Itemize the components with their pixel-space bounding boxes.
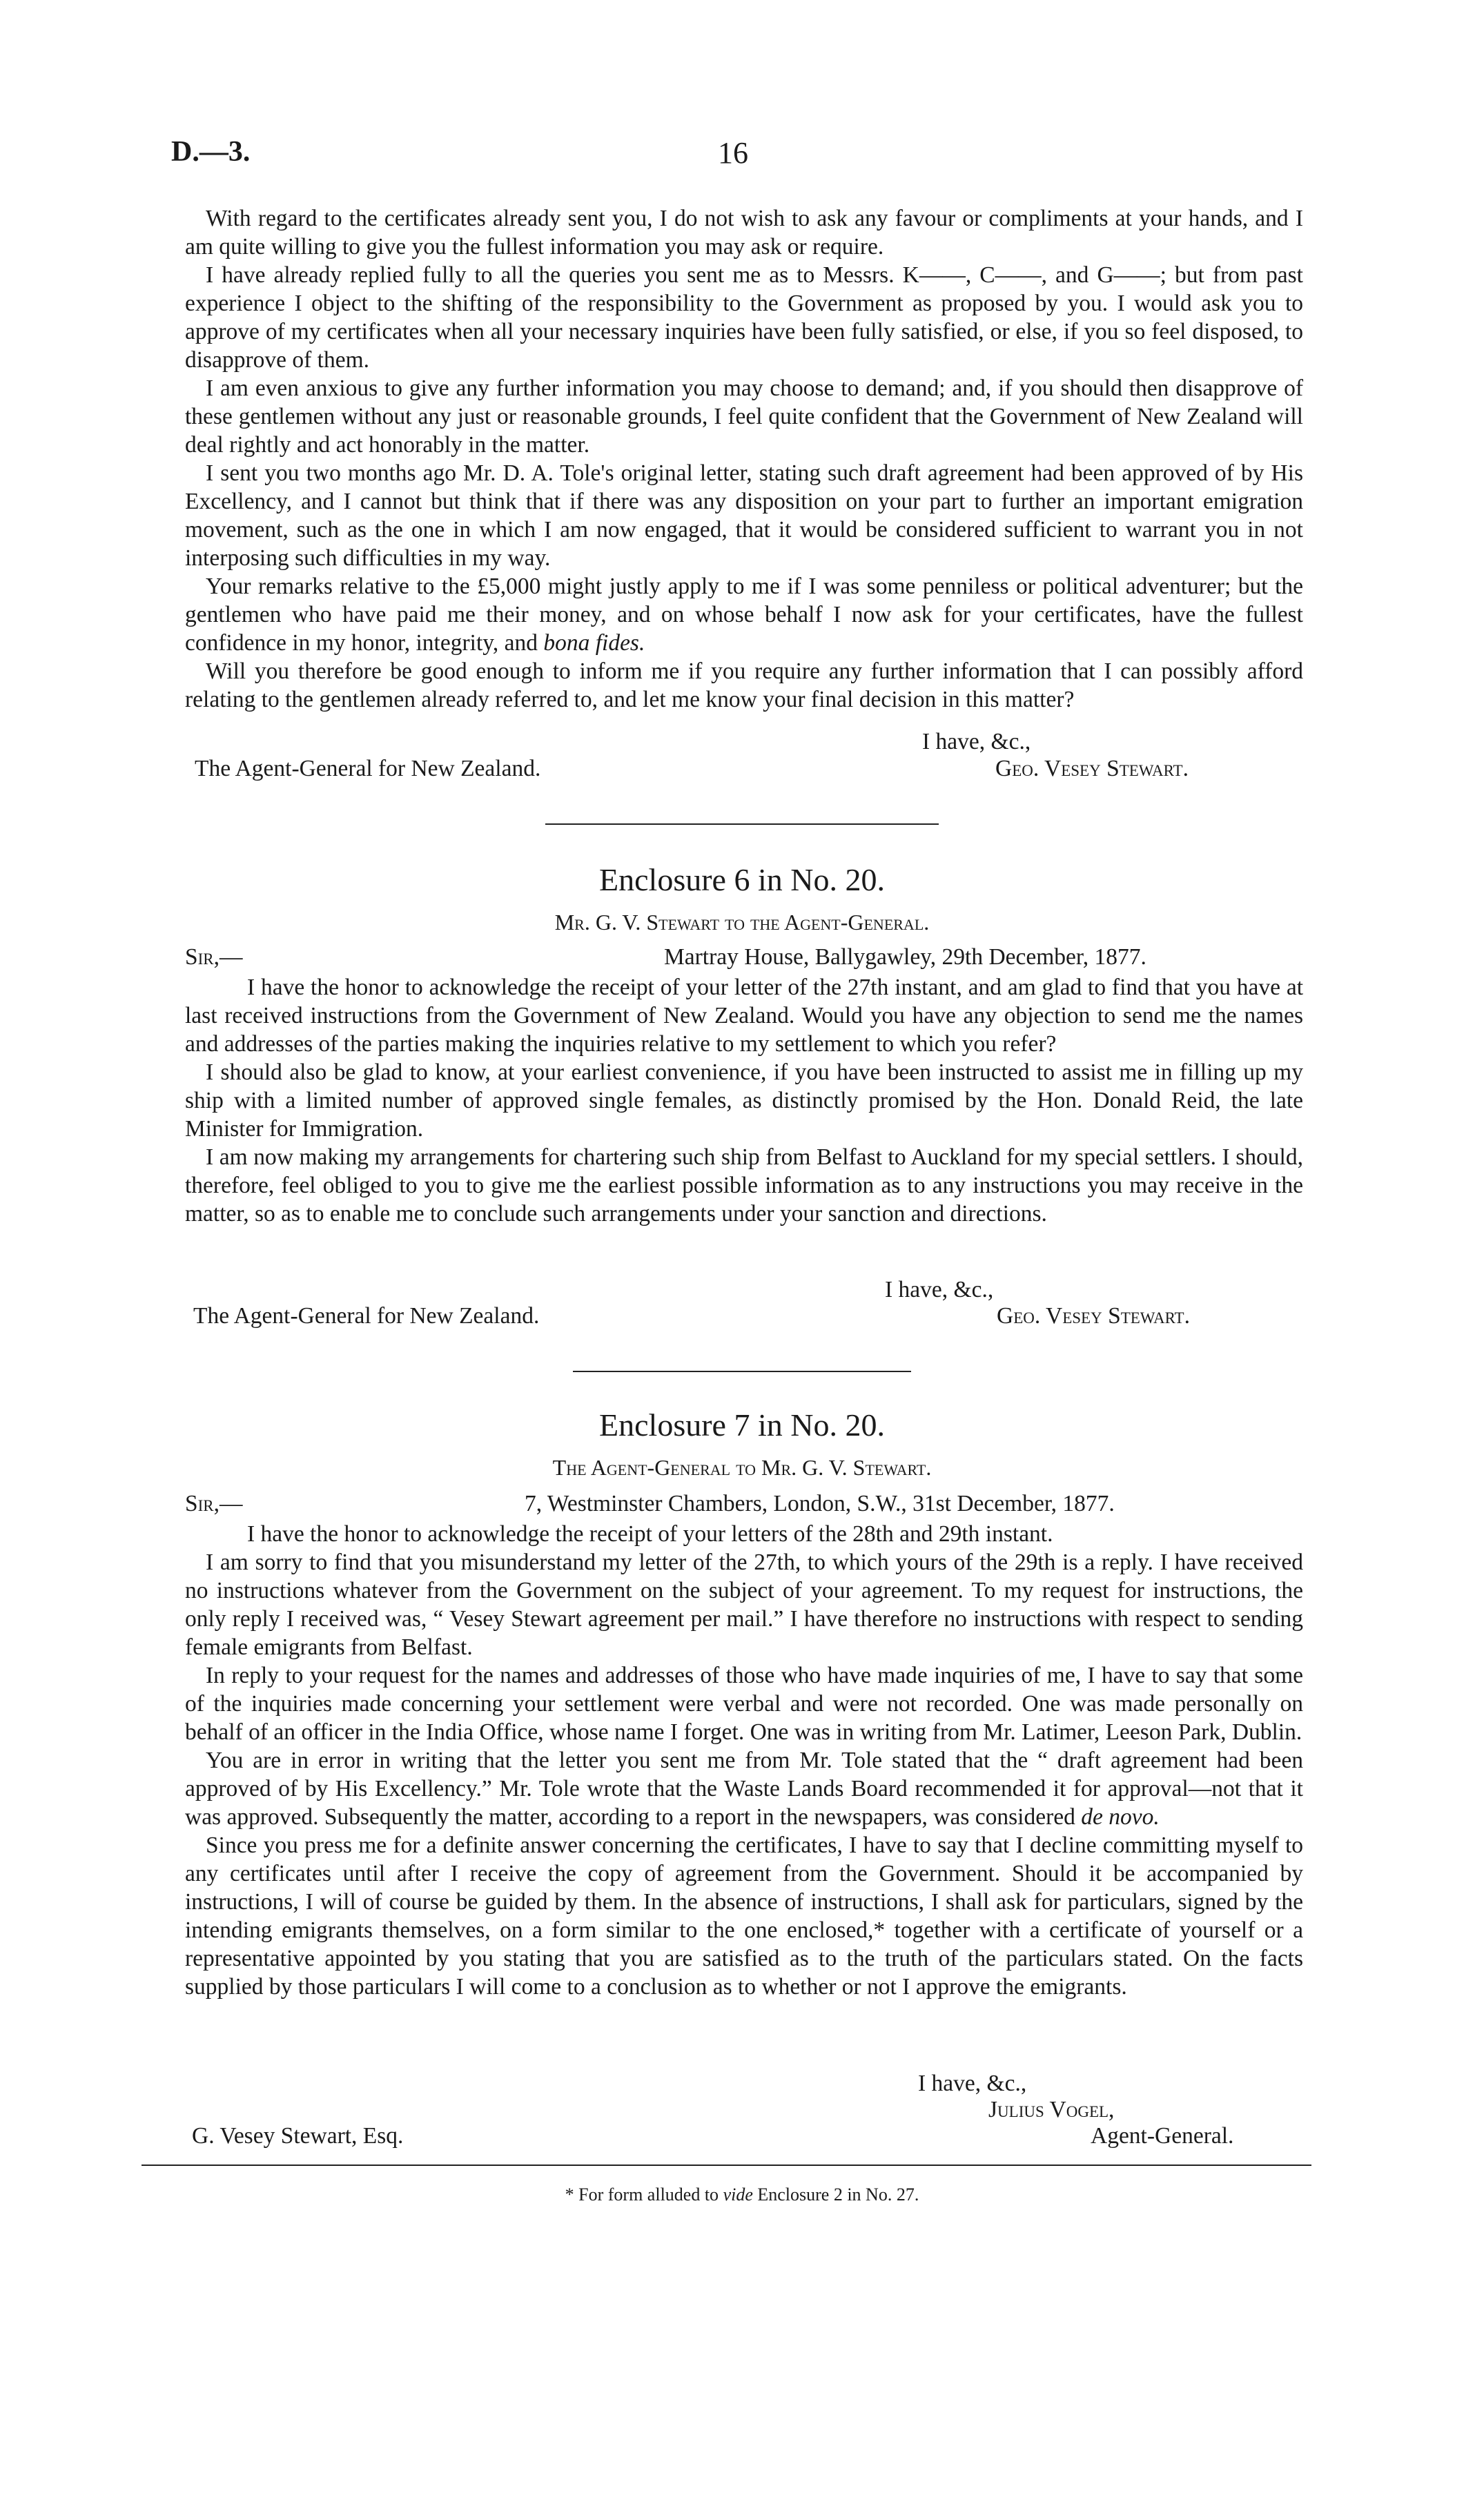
salutation: Sir,— xyxy=(185,1491,243,1516)
signature: Julius Vogel, xyxy=(988,2097,1115,2122)
footnote-vide: vide xyxy=(723,2185,753,2205)
signature: Geo. Vesey Stewart. xyxy=(997,1303,1190,1329)
enclosure-subtitle: The Agent-General to Mr. G. V. Stewart. xyxy=(552,1455,932,1480)
paragraph: I have the honor to acknowledge the receipt of your letters of the 28th and 29th instant. xyxy=(247,1521,1053,1547)
addressee: G. Vesey Stewart, Esq. xyxy=(192,2123,404,2149)
paragraph: I am even anxious to give any further information you may choose to demand; and, if you should then disapprove of these gentlemen without any just or reasonable grounds, I feel quite confident that the Government of New Zealand will deal rightly and act honorably in the matter. xyxy=(185,375,1303,458)
closing: I have, &c., xyxy=(885,1277,994,1302)
paragraph: With regard to the certificates already sent you, I do not wish to ask any favour or compliments at your hands, and I am quite willing to give you the fullest information you may ask or require. xyxy=(185,206,1303,260)
italic-phrase: de novo. xyxy=(1081,1804,1160,1830)
footnote-text: * For form alluded to xyxy=(565,2185,719,2205)
paragraph: Since you press me for a definite answer concerning the certificates, I have to say that I decline committing myself to any certificates until after I receive the copy of agreement from the Government. Should it be accompanied by instructions, I will of course be guided by them. In the absence of instructions, I shall ask for particulars, signed by the intending emigrants themselves, on a form similar to the one enclosed,* together with a certificate of yourself or a representative appointed by you stating that you are satisfied as to the truth of the particulars stated. On the facts supplied by those particulars I will come to a conclusion as to whether or not I approve the emigrants. xyxy=(185,1833,1303,2000)
paragraph: In reply to your request for the names and addresses of those who have made inquiries of me, I have to say that some of the inquiries made concerning your settlement were verbal and were not recorded. One was made personally on behalf of an officer in the India Office, whose name I forget. One was in writing from Mr. Latimer, Leeson Park, Dublin. xyxy=(185,1663,1303,1745)
letter-body xyxy=(185,973,1303,1228)
letter-body xyxy=(185,204,1303,714)
paragraph: I should also be glad to know, at your earliest convenience, if you have been instructed to assist me in filling up my ship with a limited number of approved single females, as distinctly promised by the Hon. Donald Reid, the late Minister for Immigration. xyxy=(185,1059,1303,1142)
enclosure-title: Enclosure 6 in No. 20. xyxy=(599,862,885,897)
letter-body xyxy=(185,1520,1303,2001)
parliamentary-paper-code: D.—3. xyxy=(171,136,251,168)
paragraph: I am sorry to find that you misunderstand my letter of the 27th, to which yours of the 29th is a reply. I have received no instructions whatever from the Government on the subject of your agreement. To my request for instructions, the only reply I received was, “ Vesey Stewart agreement per mail.” I have therefore no instructions with respect to sending female emigrants from Belfast. xyxy=(185,1550,1303,1660)
page-number: 16 xyxy=(718,136,748,170)
paragraph: I have the honor to acknowledge the receipt of your letter of the 27th instant, and am glad to find that you have at last received instructions from the Government of New Zealand. Would you have any objection to send me the names and addresses of the parties making the inquiries relative to my settlement to which you refer? xyxy=(185,975,1303,1057)
paragraph xyxy=(185,1746,1303,1831)
signatory-title: Agent-General. xyxy=(1091,2123,1234,2149)
paragraph-text: You are in error in writing that the letter you sent me from Mr. Tole stated that the “ draft agreement had been approved of by His Excellency.” Mr. Tole wrote that the Waste Lands Board recommended it for approval—not that it was approved. Subsequently the matter, according to a report in the newspapers, was considered xyxy=(185,1748,1303,1830)
italic-phrase: bona fides. xyxy=(543,630,645,656)
paragraph: I have already replied fully to all the queries you sent me as to Messrs. K——, C——, and G——; but from past experience I object to the shifting of the responsibility to the Government as proposed by you. I would ask you to approve of my certificates when all your necessary inquiries have been fully satisfied, or else, if you so feel disposed, to disapprove of them. xyxy=(185,262,1303,373)
sender-address: Martray House, Ballygawley, 29th December, 1877. xyxy=(664,944,1146,970)
closing: I have, &c., xyxy=(922,729,1031,754)
paragraph: I sent you two months ago Mr. D. A. Tole's original letter, stating such draft agreement had been approved of by His Excellency, and I cannot but think that if there was any disposition on your part to further an important emigration movement, such as the one in which I am now engaged, that it would be considered sufficient to warrant you in not interposing such difficulties in my way. xyxy=(185,460,1303,571)
enclosure-subtitle: Mr. G. V. Stewart to the Agent-General. xyxy=(554,910,930,935)
section-divider xyxy=(545,823,939,825)
paragraph xyxy=(185,572,1303,657)
closing: I have, &c., xyxy=(918,2071,1027,2096)
paragraph-text: Your remarks relative to the £5,000 might justly apply to me if I was some penniless or political adventurer; but the gentlemen who have paid me their money, and on whose behalf I now ask for your certificates, have the fullest confidence in my honor, integrity, and xyxy=(185,574,1303,656)
footnote xyxy=(0,2185,1484,2205)
addressee: The Agent-General for New Zealand. xyxy=(195,756,541,781)
salutation: Sir,— xyxy=(185,944,243,970)
paragraph: I am now making my arrangements for chartering such ship from Belfast to Auckland for my special settlers. I should, therefore, feel obliged to you to give me the earliest possible information as to any instructions you may receive in the matter, so as to enable me to conclude such arrangements under your sanction and directions. xyxy=(185,1144,1303,1227)
paragraph: Will you therefore be good enough to inform me if you require any further information that I can possibly afford relating to the gentlemen already referred to, and let me know your final decision in this matter? xyxy=(185,658,1303,712)
enclosure-title: Enclosure 7 in No. 20. xyxy=(599,1407,885,1443)
addressee: The Agent-General for New Zealand. xyxy=(193,1303,540,1329)
signature: Geo. Vesey Stewart. xyxy=(995,756,1189,781)
footnote-reference: Enclosure 2 in No. 27. xyxy=(757,2185,919,2205)
footnote-rule xyxy=(141,2165,1311,2166)
sender-address: 7, Westminster Chambers, London, S.W., 31st December, 1877. xyxy=(525,1491,1115,1516)
section-divider xyxy=(573,1371,911,1372)
